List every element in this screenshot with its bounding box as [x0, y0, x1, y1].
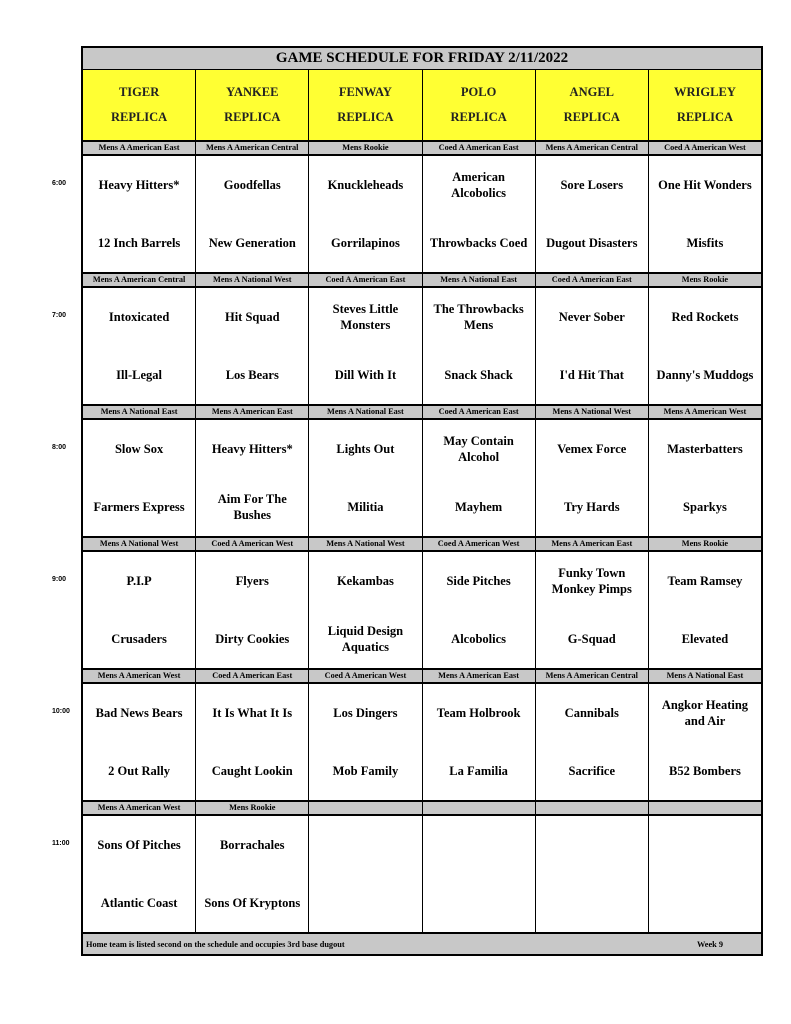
away-team: Lights Out: [336, 441, 395, 456]
home-team: Ill-Legal: [116, 367, 162, 382]
game-cell: [423, 288, 536, 404]
home-team: [649, 874, 761, 932]
division-label: Mens A American East: [536, 538, 649, 550]
field-name: ANGEL: [569, 85, 614, 99]
time-label: 6:00: [52, 180, 67, 187]
time-slots: [83, 142, 761, 934]
home-team: 12 Inch Barrels: [97, 235, 181, 250]
home-team: Atlantic Coast: [100, 895, 178, 910]
field-type: REPLICA: [563, 110, 620, 124]
home-team: G-Squad: [567, 631, 616, 646]
away-team: Los Dingers: [333, 705, 398, 720]
away-team: Funky Town Monkey Pimps: [551, 565, 632, 596]
game-cell: [536, 816, 649, 932]
home-team: Misfits: [686, 235, 724, 250]
field-type: REPLICA: [676, 110, 734, 124]
away-team: May Contain Alcohol: [443, 433, 514, 464]
game-cell: [649, 684, 761, 800]
home-team: Try Hards: [563, 499, 620, 514]
home-team: Snack Shack: [444, 367, 513, 382]
home-team-note: Home team is listed second on the schedule and occupies 3rd base dugout: [86, 939, 345, 949]
time-slot-block: [83, 406, 761, 538]
home-team: Militia: [347, 499, 384, 514]
field-name: FENWAY: [338, 85, 392, 99]
away-team: Borrachales: [219, 837, 285, 852]
away-team: It Is What It Is: [212, 705, 293, 720]
away-team: Vemex Force: [557, 441, 627, 456]
game-cell: [309, 420, 422, 536]
home-team: New Generation: [208, 235, 296, 250]
time-label: 7:00: [52, 312, 67, 319]
game-cell: [309, 156, 422, 272]
games-row: [83, 156, 761, 272]
away-team: Sons Of Pitches: [97, 837, 181, 852]
game-cell: [649, 288, 761, 404]
game-cell: [196, 288, 309, 404]
away-team: [536, 816, 648, 874]
game-cell: [423, 552, 536, 668]
time-slot-block: [83, 538, 761, 670]
away-team: Heavy Hitters*: [98, 177, 180, 192]
away-team: Team Ramsey: [667, 573, 743, 588]
away-team: Hit Squad: [224, 309, 280, 324]
field-type: REPLICA: [450, 110, 507, 124]
game-cell: [196, 420, 309, 536]
home-team: Gorrilapinos: [331, 235, 400, 250]
division-row: [83, 538, 761, 552]
game-cell: [536, 420, 649, 536]
time-slot-block: [83, 802, 761, 934]
division-label: Coed A American East: [536, 274, 649, 286]
away-team: Cannibals: [564, 705, 619, 720]
game-cell: [423, 816, 536, 932]
away-team: Bad News Bears: [95, 705, 183, 720]
away-team: Slow Sox: [114, 441, 164, 456]
home-team: Caught Lookin: [211, 763, 293, 778]
away-team: Team Holbrook: [436, 705, 521, 720]
game-cell: [309, 552, 422, 668]
field-header-wrigley: [649, 70, 761, 140]
home-team: B52 Bombers: [669, 763, 741, 778]
home-team: Dugout Disasters: [546, 235, 638, 250]
field-header-tiger: [83, 70, 196, 140]
game-cell: [83, 420, 196, 536]
time-slot-block: [83, 670, 761, 802]
division-label: [536, 802, 649, 814]
field-header-fenway: [309, 70, 422, 140]
division-label: Coed A American East: [309, 274, 422, 286]
game-cell: [309, 684, 422, 800]
division-row: [83, 142, 761, 156]
division-label: Mens A American West: [83, 670, 196, 682]
division-label: Mens A American Central: [536, 670, 649, 682]
division-label: Mens A American East: [423, 670, 536, 682]
division-row: [83, 274, 761, 288]
games-row: [83, 816, 761, 932]
away-team: Angkor Heating and Air: [661, 697, 749, 728]
game-cell: [423, 156, 536, 272]
game-cell: [649, 552, 761, 668]
game-cell: [83, 288, 196, 404]
away-team: Kekambas: [336, 573, 394, 588]
home-team: Liquid Design Aquatics: [327, 623, 404, 654]
game-cell: [649, 420, 761, 536]
home-team: Elevated: [681, 631, 729, 646]
field-header-polo: [423, 70, 536, 140]
field-name: TIGER: [118, 85, 160, 99]
field-type: REPLICA: [110, 110, 168, 124]
game-cell: [196, 684, 309, 800]
away-team: [649, 816, 761, 874]
away-team: Flyers: [235, 573, 269, 588]
game-cell: [536, 288, 649, 404]
division-label: Mens A National East: [666, 671, 744, 680]
division-label: Mens Rookie: [309, 142, 422, 154]
game-cell: [423, 684, 536, 800]
game-cell: [83, 816, 196, 932]
division-label: Coed A American West: [423, 538, 536, 550]
time-label: 10:00: [52, 708, 70, 715]
away-team: The Throwbacks Mens: [433, 301, 524, 332]
division-label: Mens Rookie: [681, 539, 729, 548]
schedule-footer: [83, 934, 761, 954]
games-row: [83, 684, 761, 800]
division-row: [83, 670, 761, 684]
division-label: Mens A National West: [196, 274, 309, 286]
field-name: POLO: [460, 85, 497, 99]
game-cell: [83, 156, 196, 272]
game-cell: [649, 156, 761, 272]
division-label: Mens A American West: [83, 802, 196, 814]
away-team: [423, 816, 535, 874]
away-team: Never Sober: [558, 309, 625, 324]
division-label: Mens A American Central: [196, 142, 309, 154]
away-team: Goodfellas: [223, 177, 281, 192]
home-team: Sparkys: [683, 499, 727, 514]
week-label: Week 9: [696, 939, 723, 949]
division-label: [423, 802, 536, 814]
division-label: Mens A National West: [83, 538, 196, 550]
game-cell: [536, 552, 649, 668]
home-team: Aim For The Bushes: [217, 491, 287, 522]
home-team: I'd Hit That: [559, 367, 624, 382]
home-team: La Familia: [449, 763, 508, 778]
games-row: [83, 420, 761, 536]
game-cell: [83, 684, 196, 800]
division-label: Mens A National East: [309, 406, 422, 418]
game-cell: [309, 816, 422, 932]
home-team: Los Bears: [225, 367, 279, 382]
home-team: Dirty Cookies: [215, 631, 290, 646]
division-label: Mens A American East: [196, 406, 309, 418]
away-team: Masterbatters: [667, 441, 743, 456]
away-team: American Alcobolics: [451, 169, 507, 200]
game-cell: [536, 684, 649, 800]
home-team: Alcobolics: [451, 631, 507, 646]
division-label: [649, 802, 761, 814]
home-team: Throwbacks Coed: [429, 235, 528, 250]
schedule-sheet: [81, 46, 763, 956]
home-team: Crusaders: [111, 631, 167, 646]
home-team: 2 Out Rally: [108, 763, 170, 778]
game-cell: [649, 816, 761, 932]
division-label: Mens A National West: [536, 406, 649, 418]
games-row: [83, 288, 761, 404]
home-team: Mayhem: [454, 499, 503, 514]
time-label: 11:00: [52, 840, 70, 847]
division-label: Mens A National East: [423, 274, 536, 286]
away-team: Heavy Hitters*: [211, 441, 293, 456]
away-team: P.I.P: [126, 573, 152, 588]
schedule-title: GAME SCHEDULE FOR FRIDAY 2/11/2022: [83, 48, 761, 70]
division-label: Coed A American East: [196, 670, 309, 682]
division-label: Coed A American West: [664, 143, 746, 152]
division-label: Mens A American Central: [536, 142, 649, 154]
home-team: [423, 874, 535, 932]
away-team: Sore Losers: [560, 177, 624, 192]
division-label: Mens A American West: [663, 407, 747, 416]
home-team: [309, 874, 421, 932]
home-team: Farmers Express: [93, 499, 185, 514]
division-row: [83, 406, 761, 420]
division-label: Mens Rookie: [196, 802, 309, 814]
home-team: Danny's Muddogs: [656, 367, 754, 382]
away-team: Steves Little Monsters: [332, 301, 399, 332]
division-label: Mens A American East: [83, 142, 196, 154]
game-cell: [83, 552, 196, 668]
division-label: [309, 802, 422, 814]
division-label: Mens A American Central: [83, 274, 196, 286]
time-label: 9:00: [52, 576, 67, 583]
away-team: One Hit Wonders: [658, 177, 752, 192]
field-type: REPLICA: [337, 110, 394, 124]
home-team: Mob Family: [332, 763, 399, 778]
time-slot-block: [83, 274, 761, 406]
field-name: WRIGLEY: [674, 85, 736, 99]
division-label: Coed A American East: [423, 406, 536, 418]
division-label: Mens Rookie: [681, 275, 729, 284]
away-team: Red Rockets: [671, 309, 739, 324]
division-label: Mens A National East: [83, 406, 196, 418]
home-team: [536, 874, 648, 932]
time-label: 8:00: [52, 444, 67, 451]
away-team: Side Pitches: [446, 573, 511, 588]
game-cell: [196, 816, 309, 932]
field-header-yankee: [196, 70, 309, 140]
home-team: Sons Of Kryptons: [204, 895, 301, 910]
games-row: [83, 552, 761, 668]
field-header-angel: [536, 70, 649, 140]
away-team: [309, 816, 421, 874]
division-label: Mens A National West: [309, 538, 422, 550]
game-cell: [309, 288, 422, 404]
game-cell: [536, 156, 649, 272]
game-cell: [196, 156, 309, 272]
game-cell: [196, 552, 309, 668]
away-team: Intoxicated: [108, 309, 170, 324]
field-name: YANKEE: [226, 85, 279, 99]
field-type: REPLICA: [224, 110, 281, 124]
time-slot-block: [83, 142, 761, 274]
away-team: Knuckleheads: [327, 177, 404, 192]
division-label: Coed A American East: [423, 142, 536, 154]
division-row: [83, 802, 761, 816]
division-label: Coed A American West: [196, 538, 309, 550]
game-cell: [423, 420, 536, 536]
division-label: Coed A American West: [309, 670, 422, 682]
home-team: Sacrifice: [568, 763, 616, 778]
home-team: Dill With It: [334, 367, 397, 382]
field-header-row: [83, 70, 761, 142]
